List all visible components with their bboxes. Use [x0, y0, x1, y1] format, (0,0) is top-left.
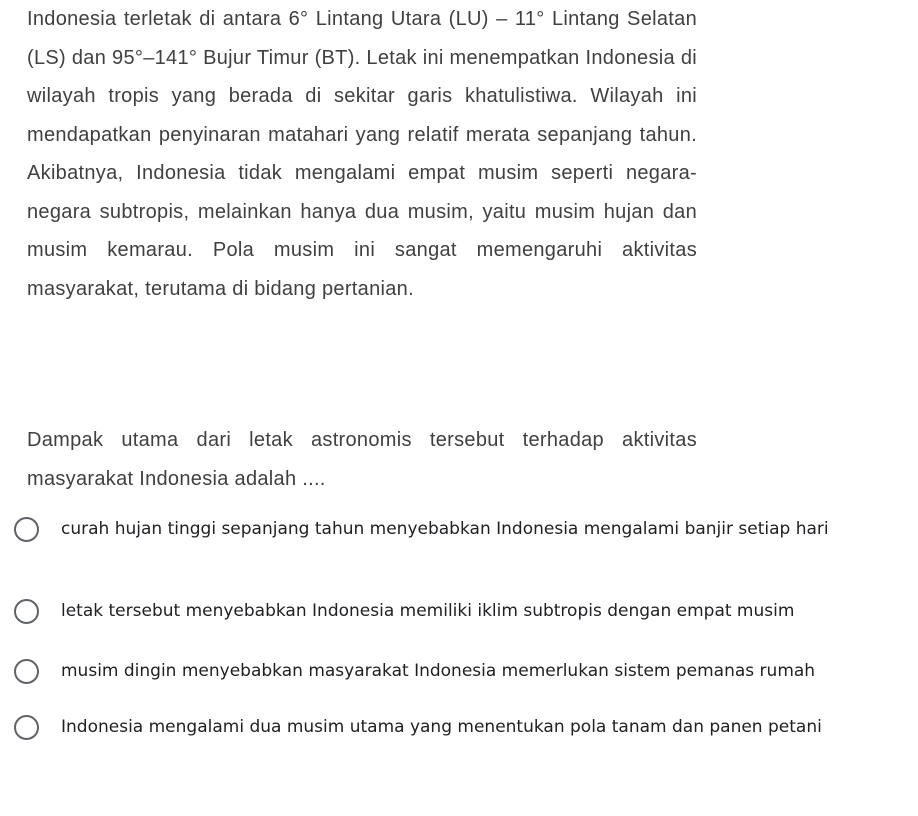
- radio-button-b[interactable]: [14, 599, 39, 624]
- question-text: Dampak utama dari letak astronomis tersebut terhadap aktivitas masyarakat Indonesia adalah ....: [27, 429, 697, 490]
- answer-option-c[interactable]: [14, 658, 894, 685]
- radio-button-c[interactable]: [14, 659, 39, 684]
- passage-text: [27, 0, 697, 308]
- answer-option-d-label: Indonesia mengalami dua musim utama yang menentukan pola tanam dan panen petani: [61, 717, 822, 737]
- answer-option-b-label: letak tersebut menyebabkan Indonesia memiliki iklim subtropis dengan empat musim: [61, 601, 795, 621]
- radio-button-d[interactable]: [14, 715, 39, 740]
- answer-option-a[interactable]: [14, 516, 894, 543]
- answer-option-c-label: musim dingin menyebabkan masyarakat Indonesia memerlukan sistem pemanas rumah: [61, 661, 816, 681]
- answer-option-a-label: curah hujan tinggi sepanjang tahun menyebabkan Indonesia mengalami banjir setiap hari: [61, 519, 829, 539]
- answer-option-b[interactable]: [14, 598, 894, 625]
- radio-button-a[interactable]: [14, 517, 39, 542]
- passage-paragraph: Indonesia terletak di antara 6° Lintang Utara (LU) – 11° Lintang Selatan (LS) dan 95°–141° Bujur Timur (BT). Letak ini menempatkan Indonesia di wilayah tropis yang berada di sekitar garis khatulistiwa. Wilayah ini mendapatkan penyinaran matahari yang relatif merata sepanjang tahun. Akibatnya, Indonesia tidak mengalami empat musim seperti negara-negara subtropis, melainkan hanya dua musim, yaitu musim hujan dan musim kemarau. Pola musim ini sangat memengaruhi aktivitas masyarakat, terutama di bidang pertanian.: [27, 8, 697, 300]
- answer-option-d[interactable]: [14, 714, 894, 741]
